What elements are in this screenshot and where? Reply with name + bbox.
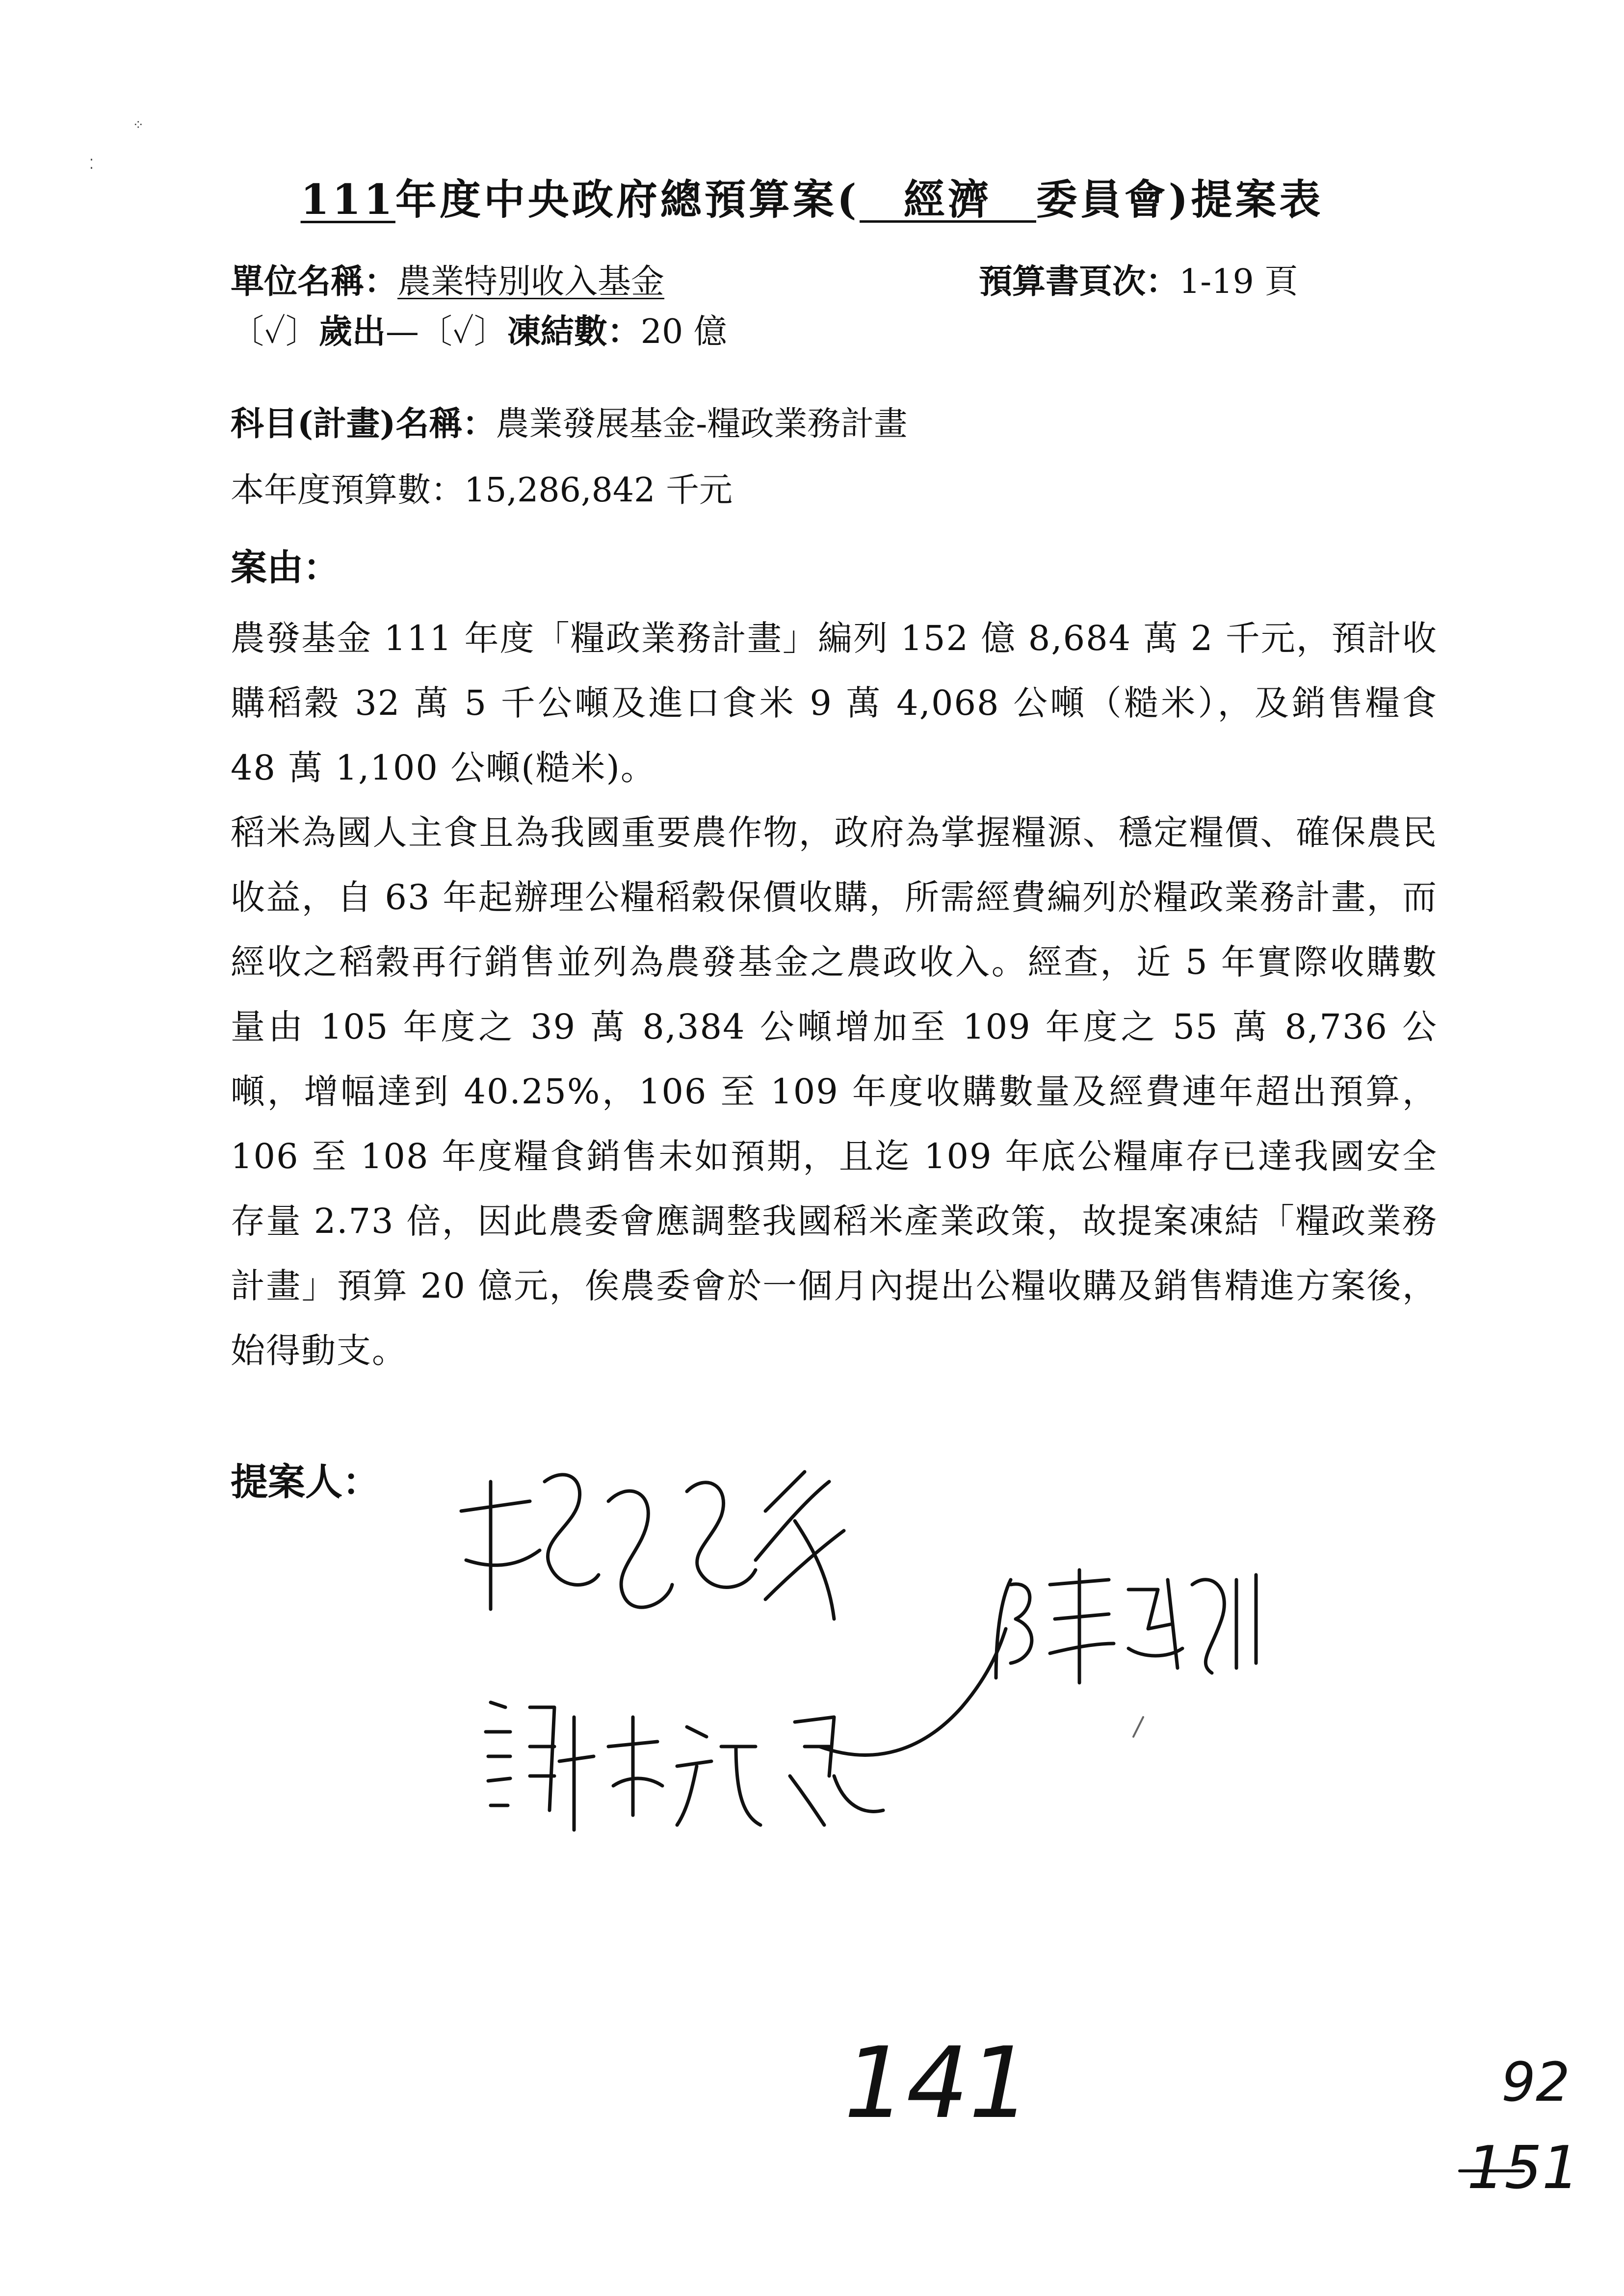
check-mark-expense: 〔✓〕 (231, 313, 319, 351)
expense-label: 歲出 (318, 312, 386, 351)
scan-speck: ⁘ (132, 117, 144, 133)
proposer-label: 提案人： (231, 1460, 380, 1504)
page-label: 預算書頁次： (979, 262, 1179, 301)
freeze-label: 凍結數： (507, 312, 641, 351)
title-suffix: 委員會)提案表 (1036, 175, 1324, 224)
subject-label: 科目(計畫)名稱： (231, 404, 496, 444)
check-mark-freeze: 〔✓〕 (419, 313, 507, 351)
reason-paragraph: 農發基金 111 年度「糧政業務計畫」編列 152 億 8,684 萬 2 千元，預計收購稻穀 32 萬 5 千公噸及進口食米 9 萬 4,068 公噸（糙米），及銷售糧食 48 萬 1,100 公噸(糙米)。 (231, 618, 1438, 788)
title-prefix: 年度中央政府總預算案( (395, 175, 860, 224)
dash: — (385, 313, 419, 351)
signature-3 (486, 1702, 883, 1830)
unit-label: 單位名稱： (231, 262, 398, 301)
scan-speck: ⁚ (89, 156, 94, 172)
subject-value: 農業發展基金-糧政業務計畫 (496, 405, 908, 444)
title-committee: 經濟 (860, 179, 1036, 223)
reason-label: 案由： (231, 547, 340, 589)
budget-label: 本年度預算數： (231, 471, 465, 510)
freeze-value: 20 億 (640, 313, 727, 351)
title-year: 111 (300, 175, 395, 224)
margin-note-bottom: 151 (1467, 2134, 1580, 2202)
margin-note-top: 92 (1501, 2051, 1570, 2113)
page-value: 1-19 頁 (1179, 262, 1298, 301)
handwritten-page-number: 141 (844, 2026, 1031, 2140)
reason-paragraph: 稻米為國人主食且為我國重要農作物，政府為掌握糧源、穩定糧價、確保農民收益，自 63 年起辦理公糧稻穀保價收購，所需經費編列於糧政業務計畫，而經收之稻穀再行銷售並列為農發基金之農政收入。經查，近 5 年實際收購數量由 105 年度之 39 萬 8,384 公噸增加至 109 年度之 55 萬 8,736 公噸，增幅達到 40.25%，106 至 109 年度收購數量及經費連年超出預算， 106 至 108 年度糧食銷售未如預期，且迄 109 年底公糧庫存已達我國安全存量 2.73 倍，因此農委會應調整我國稻米產業政策，故提案凍結「糧政業務計畫」預算 20 億元，俟農委會於一個月內提出公糧收購及銷售精進方案後，始得動支。 (231, 812, 1438, 1371)
signature-1 (461, 1472, 844, 1619)
budget-value: 15,286,842 千元 (464, 471, 733, 510)
unit-value: 農業特別收入基金 (397, 262, 665, 301)
signature-2 (819, 1570, 1256, 1755)
